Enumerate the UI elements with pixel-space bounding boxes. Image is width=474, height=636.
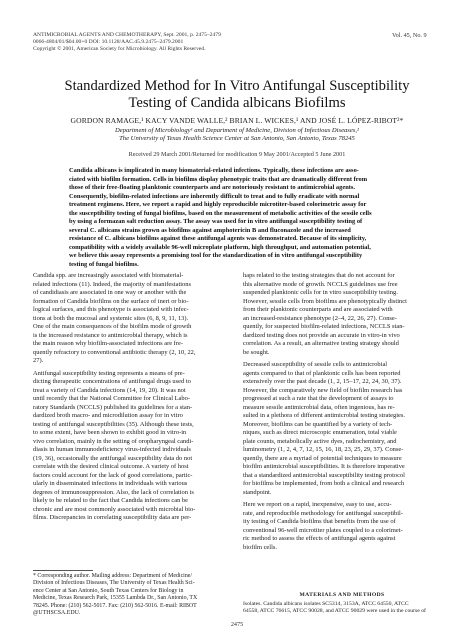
text-line: Moreover, biofilms can be quantified by a variety of tech- (243, 420, 393, 428)
abstract-line: Consequently, biofilm-related infections are inherently difficult to treat and to fully eradicate with normal (69, 192, 360, 200)
text-line: rate, and reproducible methodology for antifungal susceptibil- (243, 509, 403, 517)
author-list: GORDON RAMAGE,¹ KACY VANDE WALLE,² BRIAN L. WICKES,¹ AND JOSÉ L. LÓPEZ-RIBOT²* (70, 116, 404, 125)
text-line: ratory Standards (NCCLS) published its guidelines for a stan- (33, 403, 193, 411)
copyright-line: Copyright © 2001, American Society for Microbiology. All Rights Reserved. (33, 46, 206, 53)
corresponding-author-footnote (33, 573, 231, 617)
text-line: correlation. As a result, an alternative testing strategy should (243, 340, 399, 347)
text-line: luminometry (1, 2, 4, 7, 12, 15, 16, 18, 23, 25, 29, 37). Conse- (243, 446, 404, 453)
abstract-line: Candida albicans is implicated in many biomaterial-related infections. Typically, these infections are asso- (69, 167, 359, 174)
text-line: Here we report on a rapid, inexpensive, easy to use, accu- (243, 501, 392, 508)
abstract-line: several C. albicans strains grown as biofilms against amphotericin B and fluconazole and the increased (69, 226, 351, 234)
abstract-line: testing of fungal biofilms. (69, 261, 139, 269)
text-line: biofilm antimicrobial susceptibilities. It is therefore imperative (243, 463, 405, 470)
text-line: for biofilms be implemented, from both a clinical and research (243, 480, 405, 487)
journal-line: ANTIMICROBIAL AGENTS AND CHEMOTHERAPY, Sept. 2001, p. 2475–2479 (33, 32, 221, 38)
text-line: diasis in human immunodeficiency virus-infected individuals (33, 446, 191, 453)
text-line: treat a variety of Candida infections (14, 19, 20). It was not (33, 386, 186, 394)
text-line: conventional 96-well microtiter plates coupled to a colorimet- (243, 526, 403, 534)
text-line: measure sessile antimicrobial data, often ingenious, has re- (243, 403, 395, 411)
abstract-line: treatment regimens. Here, we report a rapid and highly reproducible microtiter-based colorimetric assay for (69, 201, 367, 209)
text-line: testing of antifungal susceptibilities (35). Although these tests, (33, 420, 194, 428)
text-line: degrees of immunosuppression. Also, the lack of correlation is (33, 488, 194, 496)
text-line: of candidiasis are associated in one way or another with the (33, 289, 187, 296)
left-column (33, 272, 231, 523)
body-paragraph (243, 361, 441, 497)
text-line: films. Discrepancies in correlating susceptibility data are per- (33, 514, 192, 521)
abstract-line: ciated with biofilm formation. Cells in biofilms display phenotypic traits that are dramatically different from (69, 175, 368, 183)
text-line: quently, for suspected biofilm-related infections, NCCLS stan- (243, 323, 405, 330)
text-line: One of the main consequences of the biofilm mode of growth (33, 323, 192, 330)
methods-line: Isolates. Candida albicans isolates SC5314, 3153A, ATCC 64550, ATCC (243, 601, 409, 607)
volume-label: Vol. 45, No. 9 (392, 32, 427, 39)
text-line: ularly in disseminated infections in individuals with various (33, 480, 188, 487)
abstract-line: those of their free-floating planktonic counterparts and are notoriously resistant to antimicrobial agents. (69, 184, 356, 192)
text-line: haps related to the testing strategies that do not account for (243, 272, 395, 279)
article-title (0, 78, 474, 111)
text-line: niques, such as direct microscopic enumeration, total viable (243, 429, 397, 436)
abstract-line: the susceptibility testing of fungal biofilms, based on the measurement of metabolic activities of the sessile cells (69, 209, 372, 217)
affiliation-line-1: Department of Microbiology¹ and Department of Medicine, Division of Infectious Diseases,² (115, 127, 359, 134)
abstract (69, 167, 405, 270)
text-line: be sought. (243, 348, 270, 356)
text-line: this alternative mode of growth. NCCLS guidelines use free (243, 280, 398, 288)
text-line: Antifungal susceptibility testing represents a means of pre- (33, 369, 185, 377)
footnote-line: Medicine, Texas Research Park, 15355 Lambda Dr., San Antonio, TX (33, 595, 198, 602)
text-line: dardized testing does not provide an accurate in vitro-in vivo (243, 331, 400, 339)
abstract-line: we believe this assay represents a promising tool for the standardization of in vitro antifungal susceptibility (69, 252, 363, 260)
text-line: from their planktonic counterparts and are associated with (243, 306, 393, 313)
text-line: quently, there are a myriad of potential techniques to measure (243, 454, 402, 462)
methods-text (243, 601, 441, 615)
text-line: However, the comparatively new field of biofilm research has (243, 386, 403, 394)
text-line: suspended planktonic cells for in vitro susceptibility testing. (243, 289, 398, 296)
text-line: dicting therapeutic concentrations of antifungal drugs used to (33, 378, 191, 385)
text-line: standpoint. (243, 488, 272, 496)
footnote-line: * Corresponding author. Mailing address: Department of Medicine/ (33, 573, 193, 579)
text-line: logical surfaces, and this phenotype is associated with infec- (33, 306, 189, 313)
text-line: quently refractory to conventional antibiotic therapy (2, 10, 22, (33, 348, 196, 356)
footnote-line: 78245. Phone: (210) 562-5017. Fax: (210) 562-5016. E-mail: RIBOT (33, 602, 197, 609)
text-line: Candida spp. are increasingly associated with biomaterial- (33, 272, 184, 279)
body-paragraph (243, 501, 441, 552)
text-line: sulted in a plethora of different antimicrobial testing strategies. (243, 412, 406, 419)
text-line: However, sessile cells from biofilms are phenotypically distinct (243, 297, 407, 305)
text-line: is the increased resistance to antimicrobial therapy, which is (33, 331, 188, 339)
section-heading-methods: MATERIALS AND METHODS (299, 592, 385, 598)
body-paragraph (33, 272, 231, 366)
text-line: that a standardized antimicrobial susceptibility testing protocol (243, 471, 405, 479)
affiliation-line-2: The University of Texas Health Science Center at San Antonio, San Antonio, Texas 78245 (119, 135, 355, 143)
abstract-line: by using a formazan salt reduction assay. The assay was used for in vitro antifungal susceptibility testing of (69, 218, 363, 226)
text-line: ric method to assess the effects of antifungal agents against (243, 535, 396, 542)
text-line: extensively over the past decade (1, 2, 15–17, 22, 24, 30, 37). (243, 378, 402, 385)
running-header (33, 32, 333, 53)
title-line-2: Testing of Candida albicans Biofilms (128, 94, 346, 111)
text-line: chronic and are most commonly associated with microbial bio- (33, 505, 196, 513)
footnote-line: Division of Infectious Diseases, The University of Texas Health Sci- (33, 580, 195, 587)
abstract-line: compatibility with a widely available 96-well microplate platform, high throughput, and automation potential, (69, 243, 371, 251)
text-line: the main reason why biofilm-associated infections are fre- (33, 340, 183, 347)
methods-line: 64558, ATCC 76615, ATCC 90028, and ATCC 90029 were used in the course of (243, 608, 426, 615)
text-line: vivo correlation, mainly in the setting of oropharyngeal candi- (33, 437, 194, 445)
footnote-rule (33, 570, 93, 571)
text-line: dardized broth macro- and microdilution assay for in vitro (33, 412, 183, 419)
text-line: formation of Candida biofilms on the surface of inert or bio- (33, 297, 189, 305)
text-line: biofilm cells. (243, 543, 277, 551)
text-line: ity testing of Candida biofilms that benefits from the use of (243, 518, 396, 525)
text-line: likely to be related to the fact that Candida infections can be (33, 497, 188, 504)
text-line: related infections (11). Indeed, the majority of manifestations (33, 280, 191, 288)
text-line: tions at both the mucosal and systemic sites (6, 8, 9, 11, 13). (33, 314, 189, 322)
abstract-line: resistance of C. albicans biofilms against these antifungal agents was demonstrated. Because of its simplicity, (69, 235, 367, 243)
footnote-line: @UTHSCSA.EDU. (33, 610, 81, 617)
footnote-line: ence Center at San Antonio, South Texas Centers for Biology in (33, 587, 184, 594)
text-line: 27). (33, 357, 44, 364)
affiliations (0, 127, 474, 144)
body-paragraph (243, 272, 441, 357)
body-paragraph (33, 370, 231, 523)
text-line: until recently that the National Committee for Clinical Labo- (33, 395, 190, 402)
right-column (243, 272, 441, 552)
title-line-1: Standardized Method for In Vitro Antifungal Susceptibility (64, 78, 410, 94)
text-line: to some extent, have been shown to exhibit good in vitro-in (33, 429, 187, 436)
text-line: (19, 36), occasionally the antifungal susceptibility data do not (33, 454, 193, 462)
text-line: plate counts, metabolically active dyes, radiochemistry, and (243, 437, 397, 445)
text-line: Decreased susceptibility of sessile cells to antimicrobial (243, 361, 388, 368)
text-line: an increased-resistance phenotype (2–4, 22, 26, 27). Conse- (243, 314, 397, 322)
page-number: 2475 (230, 621, 244, 628)
issn-line: 0066-4804/01/$04.00+0 DOI: 10.1128/AAC.45.9.2475–2479.2001 (33, 39, 184, 46)
text-line: correlate with the desired clinical outcome. A variety of host (33, 463, 189, 470)
text-line: progressed at such a rate that the development of assays to (243, 395, 394, 402)
text-line: factors could account for the lack of good correlations, partic- (33, 471, 193, 479)
received-dates: Received 29 March 2001/Returned for modification 9 May 2001/Accepted 5 June 2001 (128, 151, 346, 158)
text-line: agents compared to that of planktonic cells has been reported (243, 369, 401, 377)
